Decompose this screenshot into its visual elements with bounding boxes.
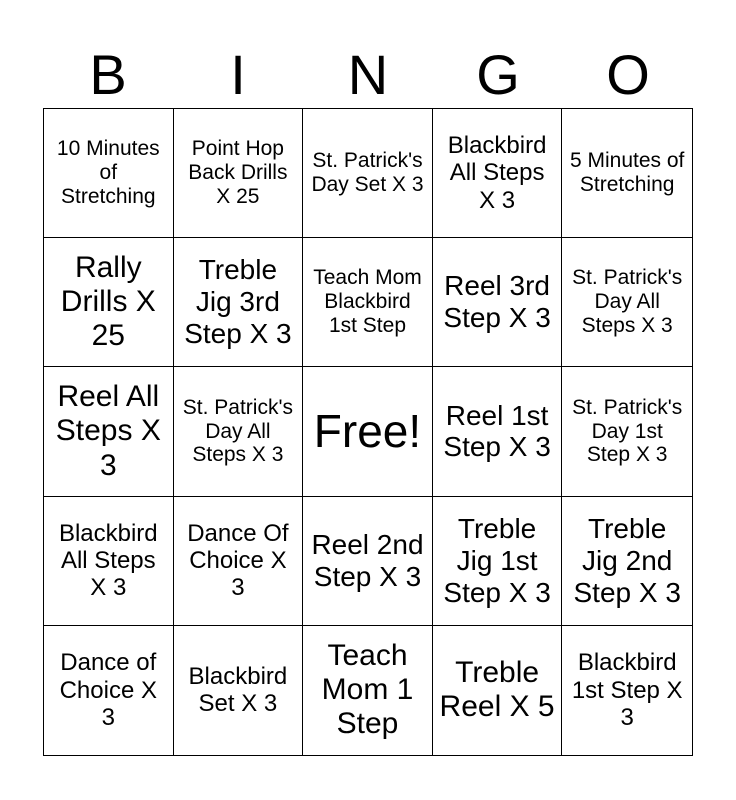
header-letter-b: B xyxy=(89,43,127,106)
header-letter-n: N xyxy=(347,43,389,106)
bingo-cell[interactable] xyxy=(562,626,692,755)
bingo-cell-label: Dance of Choice X 3 xyxy=(59,649,157,732)
free-space-cell[interactable] xyxy=(303,367,433,496)
bingo-cell[interactable] xyxy=(44,367,174,496)
bingo-cell-label: Blackbird All Steps X 3 xyxy=(58,519,158,602)
bingo-cell[interactable] xyxy=(303,626,433,755)
bingo-header xyxy=(43,42,693,108)
bingo-cell-label: Reel All Steps X 3 xyxy=(55,380,161,482)
bingo-cell[interactable] xyxy=(174,497,304,626)
bingo-cell-label: Reel 2nd Step X 3 xyxy=(311,528,424,592)
bingo-cell-label: Blackbird Set X 3 xyxy=(188,663,288,718)
bingo-cell-label: Rally Drills X 25 xyxy=(60,251,156,353)
bingo-cell-label: Blackbird All Steps X 3 xyxy=(447,132,547,214)
bingo-cell[interactable] xyxy=(433,497,563,626)
bingo-cell[interactable] xyxy=(44,497,174,626)
bingo-cell[interactable] xyxy=(433,238,563,367)
bingo-cell-label: Treble Jig 1st Step X 3 xyxy=(443,512,551,608)
bingo-cell[interactable] xyxy=(433,367,563,496)
bingo-cell[interactable] xyxy=(562,497,692,626)
bingo-cell-label: St. Patrick's Day 1st Step X 3 xyxy=(572,395,683,467)
bingo-cell[interactable] xyxy=(562,238,692,367)
bingo-cell-label: Treble Jig 2nd Step X 3 xyxy=(573,512,681,608)
header-letter-i: I xyxy=(230,43,246,106)
bingo-cell[interactable] xyxy=(562,109,692,238)
bingo-cell-label: Reel 3rd Step X 3 xyxy=(443,270,551,334)
bingo-cell[interactable] xyxy=(174,238,304,367)
bingo-cell[interactable] xyxy=(44,626,174,755)
bingo-cell-label: Reel 1st Step X 3 xyxy=(443,399,551,463)
bingo-cell[interactable] xyxy=(174,109,304,238)
bingo-cell-label: Teach Mom Blackbird 1st Step xyxy=(313,266,422,338)
bingo-cell[interactable] xyxy=(303,497,433,626)
bingo-cell[interactable] xyxy=(303,238,433,367)
free-space-label: Free! xyxy=(313,405,422,458)
bingo-cell[interactable] xyxy=(433,626,563,755)
bingo-cell-label: St. Patrick's Day Set X 3 xyxy=(311,149,424,197)
bingo-cell-label: Treble Reel X 5 xyxy=(439,656,555,724)
header-letter-o: O xyxy=(606,43,650,106)
bingo-cell[interactable] xyxy=(174,626,304,755)
bingo-cell[interactable] xyxy=(174,367,304,496)
bingo-cell-label: Point Hop Back Drills X 25 xyxy=(188,137,288,209)
bingo-cell-label: St. Patrick's Day All Steps X 3 xyxy=(182,395,293,467)
bingo-cell-label: 5 Minutes of Stretching xyxy=(569,149,685,197)
bingo-cell[interactable] xyxy=(303,109,433,238)
bingo-cell-label: Teach Mom 1 Step xyxy=(321,639,414,741)
bingo-cell-label: St. Patrick's Day All Steps X 3 xyxy=(572,266,683,338)
bingo-cell-label: 10 Minutes of Stretching xyxy=(56,137,160,209)
bingo-cell[interactable] xyxy=(562,367,692,496)
bingo-cell[interactable] xyxy=(44,109,174,238)
bingo-cell-label: Blackbird 1st Step X 3 xyxy=(571,649,683,732)
header-letter-g: G xyxy=(476,43,520,106)
bingo-board xyxy=(43,108,693,756)
bingo-cell-label: Dance Of Choice X 3 xyxy=(187,519,289,602)
bingo-cell-label: Treble Jig 3rd Step X 3 xyxy=(184,254,292,350)
bingo-cell[interactable] xyxy=(433,109,563,238)
bingo-cell[interactable] xyxy=(44,238,174,367)
